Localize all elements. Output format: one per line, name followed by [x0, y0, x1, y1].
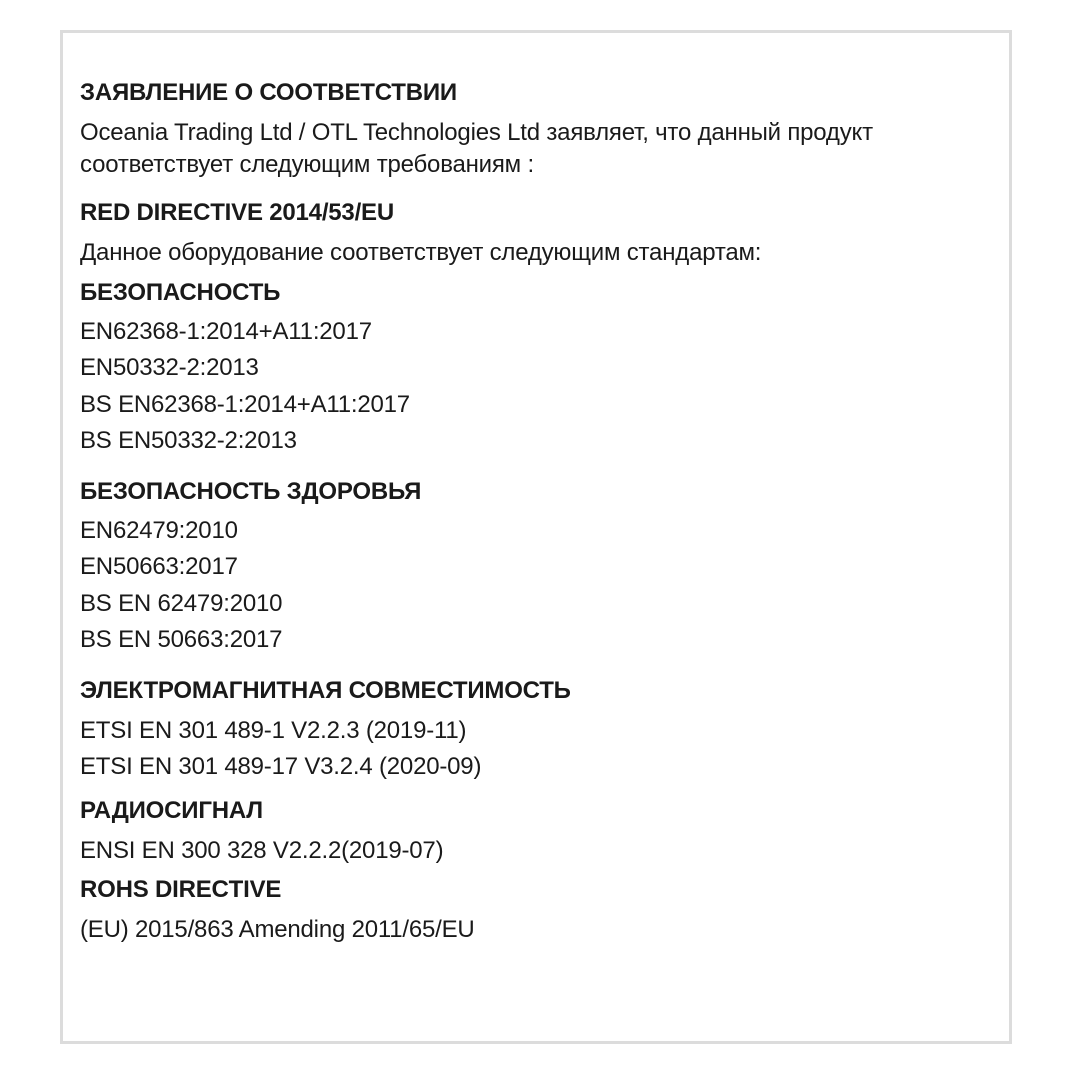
health-safety-standard: EN50663:2017 [80, 553, 238, 580]
emc-standard: ETSI EN 301 489-17 V3.2.4 (2020-09) [80, 753, 482, 780]
declaration-intro-line-1: Oceania Trading Ltd / OTL Technologies Ltd заявляет, что данный продукт [80, 119, 873, 146]
health-safety-title: БЕЗОПАСНОСТЬ ЗДОРОВЬЯ [80, 478, 422, 505]
radio-title: РАДИОСИГНАЛ [80, 797, 263, 824]
declaration-intro-line-2: соответствует следующим требованиям : [80, 151, 534, 178]
emc-title: ЭЛЕКТРОМАГНИТНАЯ СОВМЕСТИМОСТЬ [80, 677, 571, 704]
safety-title: БЕЗОПАСНОСТЬ [80, 279, 281, 306]
safety-standard: EN50332-2:2013 [80, 354, 259, 381]
health-safety-standard: EN62479:2010 [80, 517, 238, 544]
rohs-standard: (EU) 2015/863 Amending 2011/65/EU [80, 916, 475, 943]
safety-standard: EN62368-1:2014+A11:2017 [80, 318, 372, 345]
safety-standard: BS EN50332-2:2013 [80, 427, 297, 454]
health-safety-standard: BS EN 50663:2017 [80, 626, 283, 653]
rohs-title: ROHS DIRECTIVE [80, 876, 282, 903]
red-directive-title: RED DIRECTIVE 2014/53/EU [80, 199, 394, 226]
emc-standard: ETSI EN 301 489-1 V2.2.3 (2019-11) [80, 717, 467, 744]
declaration-title: ЗАЯВЛЕНИЕ О СООТВЕТСТВИИ [80, 79, 457, 106]
red-directive-intro: Данное оборудование соответствует следующим стандартам: [80, 239, 762, 266]
safety-standard: BS EN62368-1:2014+A11:2017 [80, 391, 410, 418]
radio-standard: ENSI EN 300 328 V2.2.2(2019-07) [80, 837, 444, 864]
health-safety-standard: BS EN 62479:2010 [80, 590, 283, 617]
